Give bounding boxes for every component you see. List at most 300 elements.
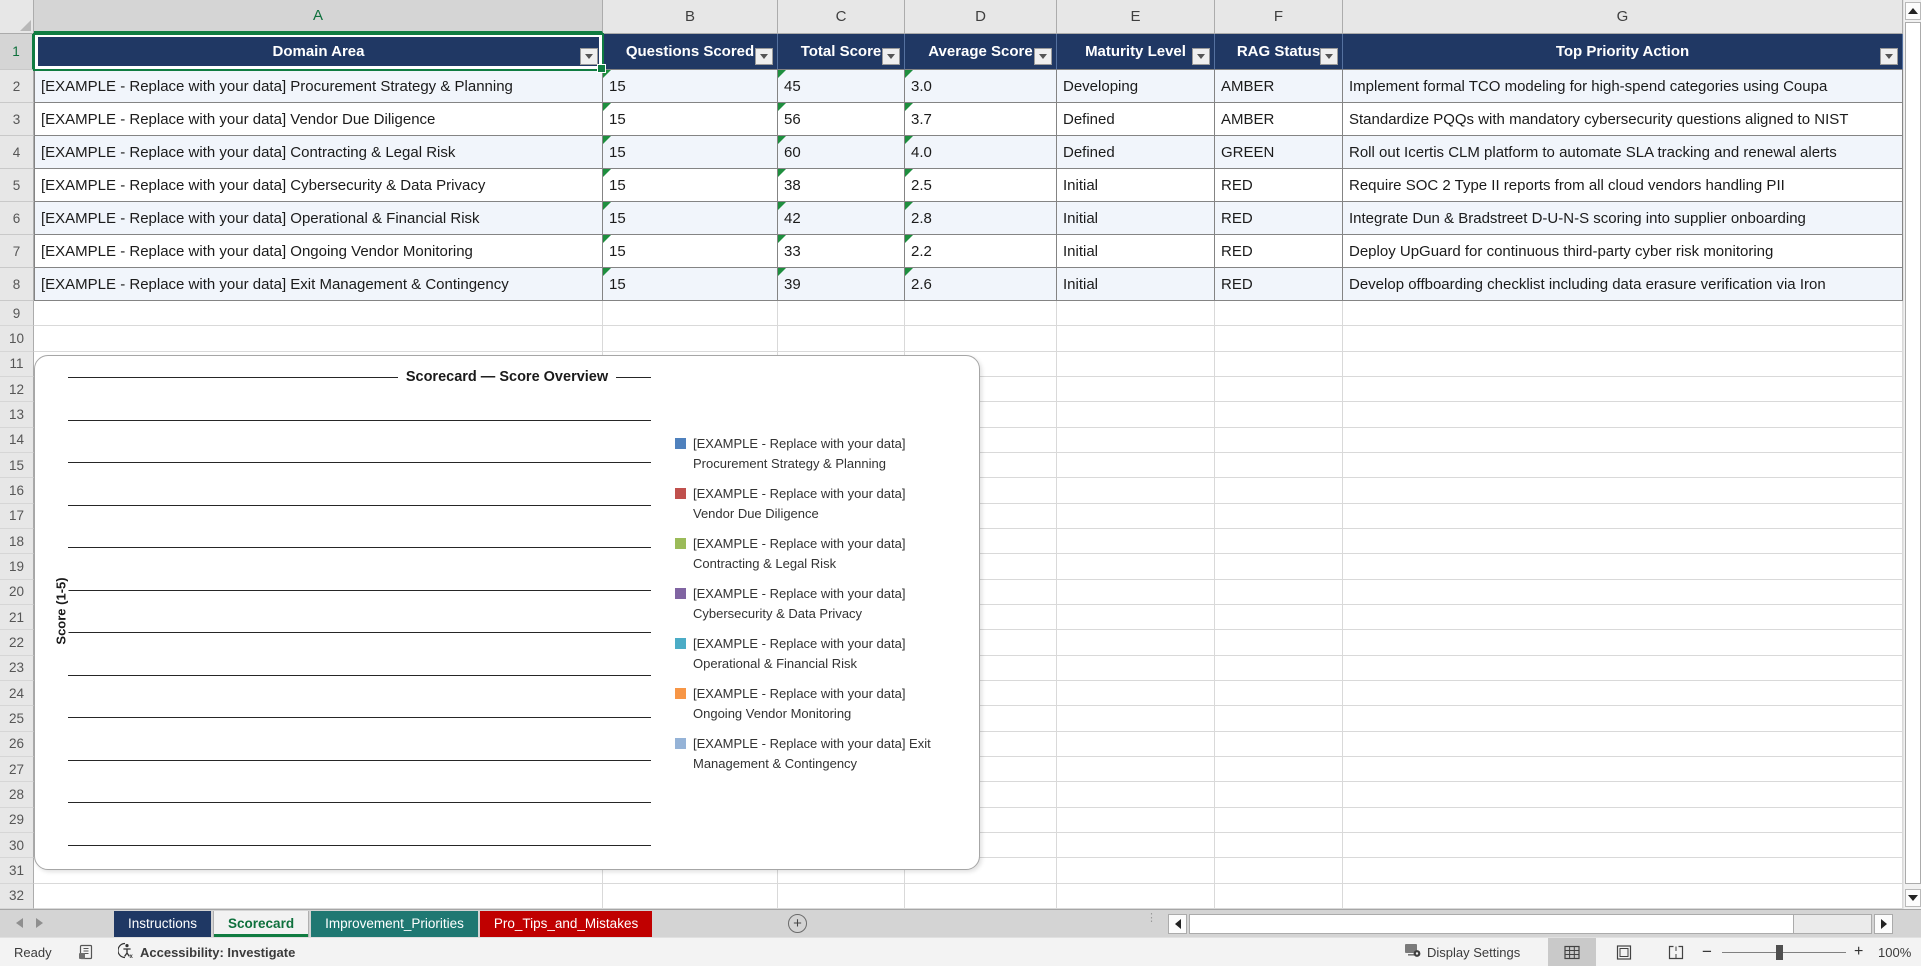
cell-D8[interactable]: 2.6 bbox=[905, 268, 1057, 301]
cell-C10[interactable] bbox=[778, 326, 905, 351]
new-sheet-button[interactable]: + bbox=[788, 914, 807, 933]
row-header-2[interactable]: 2 bbox=[0, 70, 34, 103]
cell-D10[interactable] bbox=[905, 326, 1057, 351]
scorecard-chart[interactable] bbox=[34, 355, 980, 870]
legend-swatch-icon bbox=[675, 738, 686, 749]
zoom-in-button[interactable]: + bbox=[1854, 943, 1864, 960]
error-flag-triangle bbox=[905, 202, 913, 210]
cell-G24[interactable] bbox=[1343, 681, 1903, 706]
cell-E7[interactable]: Initial bbox=[1057, 235, 1215, 268]
cell-E2[interactable]: Developing bbox=[1057, 70, 1215, 103]
chart-gridline bbox=[68, 590, 651, 591]
header-label: Maturity Level bbox=[1085, 43, 1186, 60]
header-label: Domain Area bbox=[272, 43, 365, 60]
cell-C5[interactable]: 38 bbox=[778, 169, 905, 202]
cell-B2[interactable]: 15 bbox=[603, 70, 778, 103]
error-flag-triangle bbox=[905, 268, 913, 276]
table-row bbox=[0, 235, 1903, 268]
row-header-19[interactable]: 19 bbox=[0, 554, 34, 579]
filter-dropdown-button[interactable] bbox=[1192, 48, 1210, 65]
row-header-31[interactable]: 31 bbox=[0, 858, 34, 883]
filter-dropdown-button[interactable] bbox=[755, 48, 773, 65]
row-header-22[interactable]: 22 bbox=[0, 630, 34, 655]
legend-label: [EXAMPLE - Replace with your data] Cybersecurity & Data Privacy bbox=[693, 586, 906, 621]
header-label: Average Score bbox=[928, 43, 1033, 60]
row-header-27[interactable]: 27 bbox=[0, 757, 34, 782]
cell-E30[interactable] bbox=[1057, 833, 1215, 858]
cell-F2[interactable]: AMBER bbox=[1215, 70, 1343, 103]
header-label: Questions Scored bbox=[625, 43, 755, 60]
cell-E8[interactable]: Initial bbox=[1057, 268, 1215, 301]
cell-G18[interactable] bbox=[1343, 529, 1903, 554]
cell-G13[interactable] bbox=[1343, 402, 1903, 427]
cell-F21[interactable] bbox=[1215, 605, 1343, 630]
cell-D2[interactable]: 3.0 bbox=[905, 70, 1057, 103]
cell-F29[interactable] bbox=[1215, 808, 1343, 833]
cell-F3[interactable]: AMBER bbox=[1215, 103, 1343, 136]
row-header-20[interactable]: 20 bbox=[0, 580, 34, 605]
cell-F19[interactable] bbox=[1215, 554, 1343, 579]
legend-label: [EXAMPLE - Replace with your data] Vendor Due Diligence bbox=[693, 486, 906, 521]
cell-A7[interactable]: [EXAMPLE - Replace with your data] Ongoing Vendor Monitoring bbox=[34, 235, 603, 268]
cell-G19[interactable] bbox=[1343, 554, 1903, 579]
error-flag-triangle bbox=[778, 103, 786, 111]
vertical-scrollbar[interactable] bbox=[1903, 0, 1921, 909]
status-bar bbox=[0, 937, 1921, 966]
column-header-B[interactable]: B bbox=[603, 0, 778, 33]
legend-label: [EXAMPLE - Replace with your data] Ongoing Vendor Monitoring bbox=[693, 686, 906, 721]
error-flag-triangle bbox=[603, 268, 611, 276]
zoom-out-button[interactable]: − bbox=[1702, 942, 1712, 961]
error-flag-triangle bbox=[603, 202, 611, 210]
select-all-button[interactable] bbox=[0, 0, 34, 33]
table-row bbox=[0, 202, 1903, 235]
cell-E14[interactable] bbox=[1057, 428, 1215, 453]
error-flag-triangle bbox=[603, 136, 611, 144]
error-flag-triangle bbox=[603, 103, 611, 111]
cell-C6[interactable]: 42 bbox=[778, 202, 905, 235]
row-header-4[interactable]: 4 bbox=[0, 136, 34, 169]
cell-F6[interactable]: RED bbox=[1215, 202, 1343, 235]
chart-legend bbox=[675, 434, 975, 784]
tab-scroll-left-icon[interactable] bbox=[16, 918, 23, 928]
cell-F27[interactable] bbox=[1215, 757, 1343, 782]
row-header-15[interactable]: 15 bbox=[0, 453, 34, 478]
cell-A8[interactable]: [EXAMPLE - Replace with your data] Exit Management & Contingency bbox=[34, 268, 603, 301]
chart-gridline bbox=[68, 760, 651, 761]
header-label: RAG Status bbox=[1236, 43, 1321, 60]
row-header-10[interactable]: 10 bbox=[0, 326, 34, 351]
page-break-view-button[interactable] bbox=[1652, 938, 1700, 966]
error-flag-triangle bbox=[905, 169, 913, 177]
cell-F7[interactable]: RED bbox=[1215, 235, 1343, 268]
cell-A2[interactable]: [EXAMPLE - Replace with your data] Procurement Strategy & Planning bbox=[34, 70, 603, 103]
cell-D5[interactable]: 2.5 bbox=[905, 169, 1057, 202]
row-header-17[interactable]: 17 bbox=[0, 504, 34, 529]
cell-F17[interactable] bbox=[1215, 504, 1343, 529]
cell-F8[interactable]: RED bbox=[1215, 268, 1343, 301]
cell-A5[interactable]: [EXAMPLE - Replace with your data] Cybersecurity & Data Privacy bbox=[34, 169, 603, 202]
cell-E20[interactable] bbox=[1057, 580, 1215, 605]
filter-dropdown-button[interactable] bbox=[882, 48, 900, 65]
cell-C8[interactable]: 39 bbox=[778, 268, 905, 301]
filter-dropdown-button[interactable] bbox=[1880, 48, 1898, 65]
cell-G5[interactable]: Require SOC 2 Type II reports from all cloud vendors handling PII bbox=[1343, 169, 1903, 202]
header-cell-5[interactable] bbox=[1057, 34, 1215, 70]
legend-swatch-icon bbox=[675, 588, 686, 599]
cell-G21[interactable] bbox=[1343, 605, 1903, 630]
column-header-A[interactable]: A bbox=[34, 0, 603, 33]
cell-G32[interactable] bbox=[1343, 884, 1903, 909]
sheet-tab-scorecard[interactable]: Scorecard bbox=[213, 911, 309, 937]
cell-E25[interactable] bbox=[1057, 706, 1215, 731]
table-row bbox=[0, 70, 1903, 103]
cell-E21[interactable] bbox=[1057, 605, 1215, 630]
chart-gridline bbox=[68, 802, 651, 803]
cell-G8[interactable]: Develop offboarding checklist including data erasure verification via Iron bbox=[1343, 268, 1903, 301]
error-flag-triangle bbox=[778, 70, 786, 78]
row-header-7[interactable]: 7 bbox=[0, 235, 34, 268]
cell-A32[interactable] bbox=[34, 884, 603, 909]
up-arrow-icon bbox=[1908, 8, 1918, 14]
cell-B3[interactable]: 15 bbox=[603, 103, 778, 136]
cell-F16[interactable] bbox=[1215, 478, 1343, 503]
cell-A6[interactable]: [EXAMPLE - Replace with your data] Operational & Financial Risk bbox=[34, 202, 603, 235]
error-flag-triangle bbox=[905, 136, 913, 144]
cell-E18[interactable] bbox=[1057, 529, 1215, 554]
filter-dropdown-button[interactable] bbox=[1034, 48, 1052, 65]
cell-E17[interactable] bbox=[1057, 504, 1215, 529]
column-header-C[interactable]: C bbox=[778, 0, 905, 33]
cell-G12[interactable] bbox=[1343, 377, 1903, 402]
cell-G15[interactable] bbox=[1343, 453, 1903, 478]
tab-scroll-right-icon[interactable] bbox=[36, 918, 43, 928]
chart-gridline bbox=[68, 717, 651, 718]
cell-G29[interactable] bbox=[1343, 808, 1903, 833]
cell-A4[interactable]: [EXAMPLE - Replace with your data] Contracting & Legal Risk bbox=[34, 136, 603, 169]
cell-F14[interactable] bbox=[1215, 428, 1343, 453]
row-header-11[interactable]: 11 bbox=[0, 352, 34, 377]
error-flag-triangle bbox=[778, 169, 786, 177]
horizontal-scrollbar[interactable] bbox=[1189, 914, 1872, 934]
cell-C4[interactable]: 60 bbox=[778, 136, 905, 169]
legend-label: [EXAMPLE - Replace with your data] Procurement Strategy & Planning bbox=[693, 436, 906, 471]
row-header-8[interactable]: 8 bbox=[0, 268, 34, 301]
cell-E12[interactable] bbox=[1057, 377, 1215, 402]
cell-F5[interactable]: RED bbox=[1215, 169, 1343, 202]
cell-F22[interactable] bbox=[1215, 630, 1343, 655]
zoom-slider-track[interactable] bbox=[1722, 952, 1846, 953]
cell-F12[interactable] bbox=[1215, 377, 1343, 402]
accessibility-icon bbox=[118, 942, 135, 962]
cell-G3[interactable]: Standardize PQQs with mandatory cybersecurity questions aligned to NIST bbox=[1343, 103, 1903, 136]
column-header-strip bbox=[0, 0, 1903, 34]
empty-row bbox=[0, 301, 1903, 326]
cell-G28[interactable] bbox=[1343, 782, 1903, 807]
legend-swatch-icon bbox=[675, 438, 686, 449]
cell-E9[interactable] bbox=[1057, 301, 1215, 326]
row-header-24[interactable]: 24 bbox=[0, 681, 34, 706]
empty-row bbox=[0, 884, 1903, 909]
cell-B4[interactable]: 15 bbox=[603, 136, 778, 169]
chart-gridline bbox=[68, 505, 651, 506]
cell-G20[interactable] bbox=[1343, 580, 1903, 605]
cell-G11[interactable] bbox=[1343, 352, 1903, 377]
cell-G22[interactable] bbox=[1343, 630, 1903, 655]
filter-dropdown-button[interactable] bbox=[1320, 48, 1338, 65]
cell-F32[interactable] bbox=[1215, 884, 1343, 909]
cell-F9[interactable] bbox=[1215, 301, 1343, 326]
error-flag-triangle bbox=[778, 136, 786, 144]
header-label: Total Score bbox=[800, 43, 882, 60]
row-header-9[interactable]: 9 bbox=[0, 301, 34, 326]
cell-A3[interactable]: [EXAMPLE - Replace with your data] Vendor Due Diligence bbox=[34, 103, 603, 136]
error-flag-triangle bbox=[603, 169, 611, 177]
row-header-5[interactable]: 5 bbox=[0, 169, 34, 202]
normal-view-button[interactable] bbox=[1548, 938, 1596, 966]
row-header-13[interactable]: 13 bbox=[0, 402, 34, 427]
row-header-16[interactable]: 16 bbox=[0, 478, 34, 503]
cell-C32[interactable] bbox=[778, 884, 905, 909]
cell-G16[interactable] bbox=[1343, 478, 1903, 503]
cell-F10[interactable] bbox=[1215, 326, 1343, 351]
row-header-29[interactable]: 29 bbox=[0, 808, 34, 833]
legend-swatch-icon bbox=[675, 638, 686, 649]
legend-swatch-icon bbox=[675, 488, 686, 499]
cell-B8[interactable]: 15 bbox=[603, 268, 778, 301]
header-cell-7[interactable] bbox=[1343, 34, 1903, 70]
legend-label: [EXAMPLE - Replace with your data] Contracting & Legal Risk bbox=[693, 536, 906, 571]
cell-E29[interactable] bbox=[1057, 808, 1215, 833]
display-settings-icon bbox=[1404, 943, 1422, 961]
row-header-26[interactable]: 26 bbox=[0, 732, 34, 757]
empty-row bbox=[0, 326, 1903, 351]
cell-E10[interactable] bbox=[1057, 326, 1215, 351]
cell-G14[interactable] bbox=[1343, 428, 1903, 453]
chart-gridline bbox=[68, 547, 651, 548]
column-header-D[interactable]: D bbox=[905, 0, 1057, 33]
cell-F18[interactable] bbox=[1215, 529, 1343, 554]
legend-entry bbox=[675, 484, 975, 524]
cell-D3[interactable]: 3.7 bbox=[905, 103, 1057, 136]
error-flag-triangle bbox=[778, 202, 786, 210]
chart-y-axis-label: Score (1-5) bbox=[54, 573, 69, 648]
table-row bbox=[0, 103, 1903, 136]
cell-G2[interactable]: Implement formal TCO modeling for high-spend categories using Coupa bbox=[1343, 70, 1903, 103]
legend-entry bbox=[675, 734, 975, 774]
cell-C2[interactable]: 45 bbox=[778, 70, 905, 103]
cell-E28[interactable] bbox=[1057, 782, 1215, 807]
legend-swatch-icon bbox=[675, 538, 686, 549]
page-layout-view-button[interactable] bbox=[1600, 938, 1648, 966]
cell-B32[interactable] bbox=[603, 884, 778, 909]
row-header-14[interactable]: 14 bbox=[0, 428, 34, 453]
cell-E4[interactable]: Defined bbox=[1057, 136, 1215, 169]
cell-E5[interactable]: Initial bbox=[1057, 169, 1215, 202]
row-header-12[interactable]: 12 bbox=[0, 377, 34, 402]
scrollbar-drag-handle[interactable]: ⋮ bbox=[1146, 912, 1157, 924]
sheet-tab-improvement_priorities[interactable]: Improvement_Priorities bbox=[311, 911, 478, 937]
header-cell-6[interactable] bbox=[1215, 34, 1343, 70]
cell-B7[interactable]: 15 bbox=[603, 235, 778, 268]
cell-B9[interactable] bbox=[603, 301, 778, 326]
display-settings-button[interactable]: Display Settings bbox=[1404, 938, 1520, 966]
error-flag-triangle bbox=[905, 70, 913, 78]
legend-label: [EXAMPLE - Replace with your data] Operational & Financial Risk bbox=[693, 636, 906, 671]
chart-gridline bbox=[68, 420, 651, 421]
page-layout-icon bbox=[1616, 945, 1632, 960]
scroll-left-button[interactable] bbox=[1168, 914, 1187, 934]
sheet-tab-bar bbox=[0, 909, 1921, 937]
chart-gridline bbox=[68, 845, 651, 846]
chart-gridline bbox=[68, 632, 651, 633]
cell-F4[interactable]: GREEN bbox=[1215, 136, 1343, 169]
cell-F25[interactable] bbox=[1215, 706, 1343, 731]
cell-F24[interactable] bbox=[1215, 681, 1343, 706]
cell-D9[interactable] bbox=[905, 301, 1057, 326]
legend-entry bbox=[675, 434, 975, 474]
scroll-up-button[interactable] bbox=[1905, 2, 1921, 20]
column-header-G[interactable]: G bbox=[1343, 0, 1903, 33]
cell-E32[interactable] bbox=[1057, 884, 1215, 909]
chart-title: Scorecard — Score Overview bbox=[35, 368, 979, 386]
cell-F20[interactable] bbox=[1215, 580, 1343, 605]
cell-C3[interactable]: 56 bbox=[778, 103, 905, 136]
error-flag-triangle bbox=[778, 235, 786, 243]
cell-D6[interactable]: 2.8 bbox=[905, 202, 1057, 235]
cell-G30[interactable] bbox=[1343, 833, 1903, 858]
cell-E31[interactable] bbox=[1057, 858, 1215, 883]
cell-G17[interactable] bbox=[1343, 504, 1903, 529]
cell-G27[interactable] bbox=[1343, 757, 1903, 782]
cell-B10[interactable] bbox=[603, 326, 778, 351]
accessibility-status[interactable]: x Accessibility: Investigate bbox=[118, 938, 295, 966]
header-cell-2[interactable] bbox=[603, 34, 778, 70]
cell-E15[interactable] bbox=[1057, 453, 1215, 478]
legend-entry bbox=[675, 584, 975, 624]
cell-C9[interactable] bbox=[778, 301, 905, 326]
cell-A10[interactable] bbox=[34, 326, 603, 351]
cell-E26[interactable] bbox=[1057, 732, 1215, 757]
row-header-23[interactable]: 23 bbox=[0, 656, 34, 681]
page-break-icon bbox=[1668, 945, 1684, 960]
table-row bbox=[0, 268, 1903, 301]
cell-G6[interactable]: Integrate Dun & Bradstreet D-U-N-S scoring into supplier onboarding bbox=[1343, 202, 1903, 235]
macro-record-icon[interactable] bbox=[78, 938, 94, 966]
row-header-3[interactable]: 3 bbox=[0, 103, 34, 136]
cell-E19[interactable] bbox=[1057, 554, 1215, 579]
cell-G7[interactable]: Deploy UpGuard for continuous third-party cyber risk monitoring bbox=[1343, 235, 1903, 268]
error-flag-triangle bbox=[905, 235, 913, 243]
legend-swatch-icon bbox=[675, 688, 686, 699]
cell-F31[interactable] bbox=[1215, 858, 1343, 883]
down-arrow-icon bbox=[1908, 895, 1918, 901]
cell-B5[interactable]: 15 bbox=[603, 169, 778, 202]
error-flag-triangle bbox=[603, 235, 611, 243]
grid-view-icon bbox=[1564, 945, 1580, 960]
chart-gridline bbox=[68, 462, 651, 463]
cell-F15[interactable] bbox=[1215, 453, 1343, 478]
cell-F28[interactable] bbox=[1215, 782, 1343, 807]
cell-D4[interactable]: 4.0 bbox=[905, 136, 1057, 169]
cell-E13[interactable] bbox=[1057, 402, 1215, 427]
cell-E3[interactable]: Defined bbox=[1057, 103, 1215, 136]
row-header-28[interactable]: 28 bbox=[0, 782, 34, 807]
filter-dropdown-button[interactable] bbox=[580, 48, 598, 65]
cell-F13[interactable] bbox=[1215, 402, 1343, 427]
table-row bbox=[0, 136, 1903, 169]
cell-D32[interactable] bbox=[905, 884, 1057, 909]
ready-status: Ready bbox=[14, 944, 52, 960]
header-cell-1[interactable] bbox=[34, 34, 603, 70]
column-header-F[interactable]: F bbox=[1215, 0, 1343, 33]
column-header-E[interactable]: E bbox=[1057, 0, 1215, 33]
cell-G4[interactable]: Roll out Icertis CLM platform to automate SLA tracking and renewal alerts bbox=[1343, 136, 1903, 169]
cell-E23[interactable] bbox=[1057, 656, 1215, 681]
legend-entry bbox=[675, 634, 975, 674]
legend-label: [EXAMPLE - Replace with your data] Exit Management & Contingency bbox=[693, 736, 931, 771]
row-header-30[interactable]: 30 bbox=[0, 833, 34, 858]
scroll-right-button[interactable] bbox=[1874, 914, 1893, 934]
cell-F26[interactable] bbox=[1215, 732, 1343, 757]
cell-G31[interactable] bbox=[1343, 858, 1903, 883]
header-label: Top Priority Action bbox=[1555, 43, 1690, 60]
cell-B6[interactable]: 15 bbox=[603, 202, 778, 235]
table-header-row bbox=[0, 34, 1903, 70]
left-arrow-icon bbox=[1175, 919, 1181, 929]
row-header-18[interactable]: 18 bbox=[0, 529, 34, 554]
row-header-32[interactable]: 32 bbox=[0, 884, 34, 909]
scroll-down-button[interactable] bbox=[1905, 889, 1921, 907]
zoom-slider-handle[interactable] bbox=[1776, 945, 1783, 960]
right-arrow-icon bbox=[1881, 919, 1887, 929]
cell-E6[interactable]: Initial bbox=[1057, 202, 1215, 235]
error-flag-triangle bbox=[778, 268, 786, 276]
cell-F30[interactable] bbox=[1215, 833, 1343, 858]
horizontal-scroll-thumb[interactable] bbox=[1190, 915, 1794, 933]
cell-E16[interactable] bbox=[1057, 478, 1215, 503]
cell-G23[interactable] bbox=[1343, 656, 1903, 681]
table-row bbox=[0, 169, 1903, 202]
cell-C7[interactable]: 33 bbox=[778, 235, 905, 268]
legend-entry bbox=[675, 684, 975, 724]
cell-G9[interactable] bbox=[1343, 301, 1903, 326]
svg-text:x: x bbox=[129, 954, 133, 959]
cell-F11[interactable] bbox=[1215, 352, 1343, 377]
cell-E27[interactable] bbox=[1057, 757, 1215, 782]
chart-gridline bbox=[68, 675, 651, 676]
sheet-tab-instructions[interactable]: Instructions bbox=[114, 911, 211, 937]
cell-E24[interactable] bbox=[1057, 681, 1215, 706]
cell-G10[interactable] bbox=[1343, 326, 1903, 351]
row-header-25[interactable]: 25 bbox=[0, 706, 34, 731]
cell-F23[interactable] bbox=[1215, 656, 1343, 681]
cell-E22[interactable] bbox=[1057, 630, 1215, 655]
zoom-level[interactable]: 100% bbox=[1878, 944, 1912, 960]
cell-D7[interactable]: 2.2 bbox=[905, 235, 1057, 268]
cell-G26[interactable] bbox=[1343, 732, 1903, 757]
row-header-6[interactable]: 6 bbox=[0, 202, 34, 235]
header-cell-4[interactable] bbox=[905, 34, 1057, 70]
cell-G25[interactable] bbox=[1343, 706, 1903, 731]
cell-E11[interactable] bbox=[1057, 352, 1215, 377]
header-cell-3[interactable] bbox=[778, 34, 905, 70]
row-header-21[interactable]: 21 bbox=[0, 605, 34, 630]
cell-A9[interactable] bbox=[34, 301, 603, 326]
sheet-tab-pro_tips_and_mistakes[interactable]: Pro_Tips_and_Mistakes bbox=[480, 911, 652, 937]
row-header-1[interactable]: 1 bbox=[0, 34, 34, 70]
vertical-scroll-thumb[interactable] bbox=[1905, 22, 1921, 884]
